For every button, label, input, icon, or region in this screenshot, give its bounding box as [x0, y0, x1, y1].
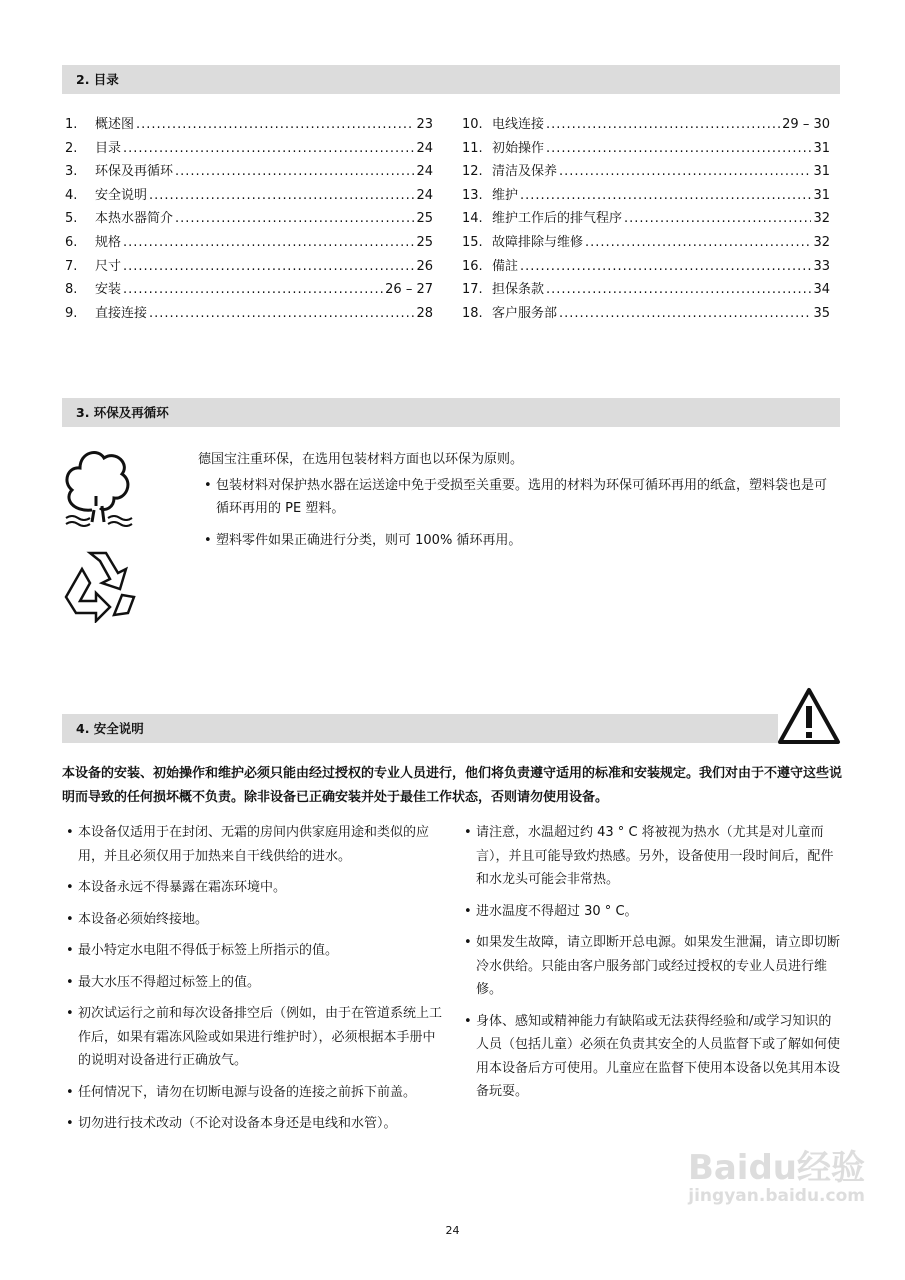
toc-entry[interactable]: [65, 278, 433, 302]
toc-entry[interactable]: [462, 184, 830, 208]
toc-entry-label: 维护: [492, 187, 519, 203]
toc-entry-num: 13.: [462, 187, 483, 203]
toc-entry-page: 23: [416, 117, 433, 132]
toc-entry-dots: [585, 235, 811, 250]
toc-entry-page: 28: [416, 305, 433, 321]
toc-entry-page: 33: [813, 258, 830, 274]
toc-entry[interactable]: [65, 302, 433, 326]
toc-entry-dots: [520, 188, 811, 203]
toc-entry-dots: [123, 282, 383, 297]
page-number: 24: [445, 1224, 460, 1237]
toc-entry-dots: [559, 164, 811, 179]
toc-entry-label: 概述图: [95, 117, 135, 132]
toc-entry[interactable]: [65, 113, 433, 137]
toc-entry-num: 5.: [65, 211, 78, 227]
watermark: Baidu经验 jingyan.baidu.com: [687, 1148, 865, 1207]
toc-entry-label: 備註: [492, 258, 519, 274]
toc-entry[interactable]: [65, 184, 433, 208]
toc-entry[interactable]: [65, 137, 433, 161]
toc-entry-dots: [149, 188, 414, 203]
toc-entry-label: 直接连接: [95, 305, 148, 321]
toc-entry-num: 9.: [65, 305, 78, 321]
toc-entry[interactable]: [462, 160, 830, 184]
toc-entry-page: 34: [813, 282, 830, 298]
toc-entry-label: 目录: [95, 140, 122, 156]
toc-entry-dots: [624, 211, 811, 226]
safety-warning: 本设备的安装、初始操作和维护必须只能由经过授权的专业人员进行，他们将负责遵守适用的标准和安装规定。我们对由于不遵守这些说明而导致的任何损坏概不负责。除非设备已正确安装并处于最佳工作状态，否则请勿使用设备。: [62, 766, 843, 805]
toc-entry-dots: [546, 141, 811, 156]
toc-entry[interactable]: [65, 207, 433, 231]
safety-bullet: • 本设备永远不得暴露在霜冻环境中。: [66, 876, 442, 900]
toc-entry-label: 故障排除与维修: [492, 234, 584, 250]
toc-entry-num: 7.: [65, 258, 78, 274]
toc-entry-label: 环保及再循环: [95, 164, 174, 180]
toc-entry-num: 15.: [462, 234, 483, 250]
toc-entry[interactable]: [65, 255, 433, 279]
toc-entry-dots: [175, 211, 414, 226]
safety-bullet: • 身体、感知或精神能力有缺陷或无法获得经验和/或学习知识的人员（包括儿童）必须在负责其安全的人员监督下或了解如何使用本设备后方可使用。儿童应在监督下使用本设备以免其用本设备玩耍。: [464, 1010, 842, 1104]
toc-entry[interactable]: [462, 207, 830, 231]
safety-bullet: • 最大水压不得超过标签上的值。: [66, 971, 442, 995]
toc-entry-num: 4.: [65, 187, 78, 203]
toc-entry[interactable]: [462, 113, 830, 137]
toc-left-column: [65, 113, 433, 325]
safety-header: 4. 安全说明: [62, 714, 778, 743]
toc-entry-page: 24: [416, 140, 433, 156]
toc-entry-num: 11.: [462, 140, 483, 156]
safety-right-column: [464, 821, 842, 1112]
toc-entry-page: 35: [813, 305, 830, 321]
toc-entry-page: 29 – 30: [782, 117, 830, 132]
toc-entry-label: 尺寸: [95, 258, 122, 274]
toc-entry-num: 3.: [65, 164, 78, 180]
safety-bullet: • 请注意，水温超过约 43 ° C 将被视为热水（尤其是对儿童而言），并且可能导致灼热感。另外，设备使用一段时间后，配件和水龙头可能会非常热。: [464, 821, 842, 892]
toc-entry-label: 电线连接: [492, 117, 545, 132]
toc-entry-page: 24: [416, 187, 433, 203]
toc-entry[interactable]: [462, 231, 830, 255]
toc-entry-dots: [546, 282, 811, 297]
safety-bullet: • 本设备仅适用于在封闭、无霜的房间内供家庭用途和类似的应用，并且必须仅用于加热来自干线供给的进水。: [66, 821, 442, 868]
toc-entry-num: 16.: [462, 258, 483, 274]
toc-entry-dots: [123, 141, 414, 156]
toc-entry-page: 24: [416, 164, 433, 180]
env-bullet: • 包装材料对保护热水器在运送途中免于受损至关重要。选用的材料为环保可循环再用的纸盒，塑料袋也是可循环再用的 PE 塑料。: [204, 474, 838, 521]
toc-entry-num: 2.: [65, 140, 78, 156]
toc-entry[interactable]: [462, 302, 830, 326]
toc-entry-num: 8.: [65, 282, 78, 298]
toc-entry-label: 清洁及保养: [492, 164, 558, 180]
safety-bullet: • 本设备必须始终接地。: [66, 908, 442, 932]
toc-entry-label: 担保条款: [492, 282, 545, 298]
recycle-icon: [62, 545, 142, 623]
safety-bullet: • 进水温度不得超过 30 ° C。: [464, 900, 842, 924]
env-intro: 德国宝注重环保，在选用包装材料方面也以环保为原则。: [198, 452, 524, 467]
env-header: 3. 环保及再循环: [62, 398, 840, 427]
toc-entry-page: 31: [813, 187, 830, 203]
toc-entry-label: 规格: [95, 234, 122, 250]
toc-entry-num: 6.: [65, 234, 78, 250]
toc-entry-label: 初始操作: [492, 140, 545, 156]
toc-entry-label: 安全说明: [95, 187, 148, 203]
env-bullet: • 塑料零件如果正确进行分类，则可 100% 循环再用。: [204, 529, 838, 553]
toc-entry-dots: [123, 235, 414, 250]
toc-entry[interactable]: [462, 255, 830, 279]
warning-icon: [777, 687, 841, 745]
toc-entry-dots: [136, 117, 414, 132]
toc-entry-label: 本热水器简介: [95, 211, 174, 227]
safety-bullet: • 切勿进行技术改动（不论对设备本身还是电线和水管）。: [66, 1112, 442, 1136]
toc-entry-num: 1.: [65, 117, 78, 132]
tree-icon: [62, 440, 134, 528]
toc-entry-num: 14.: [462, 211, 483, 227]
toc-entry-num: 10.: [462, 117, 483, 132]
toc-entry[interactable]: [462, 137, 830, 161]
toc-entry-page: 32: [813, 211, 830, 227]
toc-entry-dots: [123, 259, 414, 274]
toc-entry-num: 18.: [462, 305, 483, 321]
toc-entry[interactable]: [65, 160, 433, 184]
toc-entry-dots: [149, 306, 414, 321]
toc-entry-page: 26: [416, 258, 433, 274]
toc-entry-label: 维护工作后的排气程序: [492, 211, 623, 227]
toc-entry-dots: [546, 117, 780, 132]
toc-entry[interactable]: [462, 278, 830, 302]
toc-right-column: [462, 113, 830, 325]
safety-bullet: • 如果发生故障，请立即断开总电源。如果发生泄漏，请立即切断冷水供给。只能由客户服务部门或经过授权的专业人员进行维修。: [464, 931, 842, 1002]
safety-bullet: • 初次试运行之前和每次设备排空后（例如，由于在管道系统上工作后，如果有霜冻风险或如果进行维护时），必须根据本手册中的说明对设备进行正确放气。: [66, 1002, 442, 1073]
toc-entry-num: 17.: [462, 282, 483, 298]
safety-left-column: [66, 821, 442, 1144]
toc-header: 2. 目录: [62, 65, 840, 94]
toc-entry-page: 25: [416, 211, 433, 227]
toc-entry[interactable]: [65, 231, 433, 255]
env-text: [198, 448, 838, 560]
toc-entry-label: 客户服务部: [492, 305, 558, 321]
toc-entry-page: 32: [813, 234, 830, 250]
toc-entry-page: 26 – 27: [385, 282, 433, 298]
safety-bullet: • 最小特定水电阻不得低于标签上所指示的值。: [66, 939, 442, 963]
toc-entry-dots: [559, 306, 811, 321]
toc-entry-label: 安装: [95, 282, 122, 298]
toc-entry-num: 12.: [462, 164, 483, 180]
toc-entry-page: 31: [813, 140, 830, 156]
toc-entry-dots: [520, 259, 811, 274]
safety-bullet: • 任何情况下，请勿在切断电源与设备的连接之前拆下前盖。: [66, 1081, 442, 1105]
toc-entry-page: 31: [813, 164, 830, 180]
toc-entry-page: 25: [416, 234, 433, 250]
toc-entry-dots: [175, 164, 414, 179]
